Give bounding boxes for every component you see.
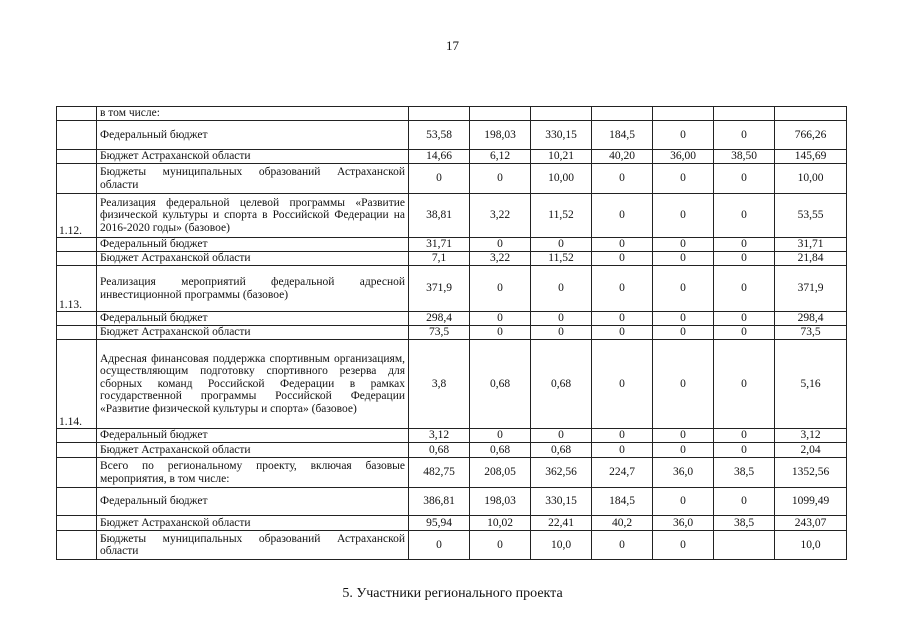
value-cell: 298,4: [409, 312, 470, 326]
value-cell: 198,03: [470, 121, 531, 150]
table-row: [57, 266, 847, 312]
table-row: [57, 443, 847, 458]
value-cell: 0: [409, 531, 470, 560]
total-value-cell: [775, 107, 847, 121]
value-cell: 40,20: [592, 150, 653, 164]
row-name-cell: Федеральный бюджет: [97, 238, 409, 252]
row-name-cell: в том числе:: [97, 107, 409, 121]
row-number-cell: [57, 488, 97, 516]
value-cell: 0: [592, 429, 653, 443]
table-row: [57, 107, 847, 121]
value-cell: 184,5: [592, 488, 653, 516]
value-cell: 0: [592, 340, 653, 429]
row-number-cell: 1.14.: [57, 340, 97, 429]
value-cell: 0: [531, 266, 592, 312]
value-cell: 0: [592, 312, 653, 326]
table-row: [57, 516, 847, 531]
value-cell: 0: [531, 238, 592, 252]
value-cell: 10,02: [470, 516, 531, 531]
value-cell: 208,05: [470, 458, 531, 488]
budget-table-body: [57, 107, 847, 560]
value-cell: 7,1: [409, 252, 470, 266]
total-value-cell: 10,00: [775, 164, 847, 194]
row-number-cell: [57, 326, 97, 340]
table-row: [57, 326, 847, 340]
row-number-cell: [57, 121, 97, 150]
value-cell: 36,00: [653, 150, 714, 164]
row-name-cell: Бюджет Астраханской области: [97, 443, 409, 458]
total-value-cell: 1352,56: [775, 458, 847, 488]
value-cell: 6,12: [470, 150, 531, 164]
value-cell: 0: [714, 238, 775, 252]
value-cell: 3,22: [470, 194, 531, 238]
value-cell: 0,68: [470, 443, 531, 458]
value-cell: 0: [653, 164, 714, 194]
value-cell: 11,52: [531, 252, 592, 266]
row-name-cell: Федеральный бюджет: [97, 312, 409, 326]
total-value-cell: 2,04: [775, 443, 847, 458]
value-cell: 0: [531, 312, 592, 326]
value-cell: 224,7: [592, 458, 653, 488]
value-cell: 198,03: [470, 488, 531, 516]
value-cell: 0: [653, 238, 714, 252]
value-cell: 0: [592, 252, 653, 266]
value-cell: 22,41: [531, 516, 592, 531]
total-value-cell: 3,12: [775, 429, 847, 443]
value-cell: 362,56: [531, 458, 592, 488]
value-cell: [714, 107, 775, 121]
value-cell: [592, 107, 653, 121]
value-cell: 0: [714, 194, 775, 238]
value-cell: 0: [653, 266, 714, 312]
value-cell: 0: [653, 252, 714, 266]
value-cell: 10,0: [531, 531, 592, 560]
value-cell: 0: [470, 238, 531, 252]
value-cell: 0: [592, 531, 653, 560]
value-cell: 371,9: [409, 266, 470, 312]
row-name-cell: Реализация федеральной целевой программы «Развитие физической культуры и спорта в Российской Федерации на 2016-2020 годы» (базовое): [97, 194, 409, 238]
value-cell: [653, 107, 714, 121]
value-cell: 0: [714, 488, 775, 516]
value-cell: 0: [714, 312, 775, 326]
row-name-cell: Федеральный бюджет: [97, 121, 409, 150]
value-cell: 0: [592, 443, 653, 458]
value-cell: 3,12: [409, 429, 470, 443]
value-cell: 0: [592, 164, 653, 194]
value-cell: 0: [653, 340, 714, 429]
table-row: [57, 252, 847, 266]
value-cell: 3,22: [470, 252, 531, 266]
row-number-cell: [57, 458, 97, 488]
row-name-cell: Всего по региональному проекту, включая базовые мероприятия, в том числе:: [97, 458, 409, 488]
value-cell: 386,81: [409, 488, 470, 516]
value-cell: 36,0: [653, 458, 714, 488]
value-cell: 11,52: [531, 194, 592, 238]
value-cell: 38,81: [409, 194, 470, 238]
table-row: [57, 194, 847, 238]
table-row: [57, 429, 847, 443]
table-row: [57, 340, 847, 429]
row-number-cell: [57, 238, 97, 252]
value-cell: 0: [470, 326, 531, 340]
value-cell: [714, 531, 775, 560]
row-number-cell: [57, 252, 97, 266]
table-row: [57, 312, 847, 326]
value-cell: 10,21: [531, 150, 592, 164]
total-value-cell: 21,84: [775, 252, 847, 266]
value-cell: 38,5: [714, 516, 775, 531]
value-cell: 40,2: [592, 516, 653, 531]
value-cell: 0: [714, 326, 775, 340]
total-value-cell: 766,26: [775, 121, 847, 150]
value-cell: 0: [470, 266, 531, 312]
budget-table: [56, 106, 847, 560]
value-cell: [470, 107, 531, 121]
section-heading: 5. Участники регионального проекта: [342, 586, 563, 601]
total-value-cell: 31,71: [775, 238, 847, 252]
row-name-cell: Бюджет Астраханской области: [97, 252, 409, 266]
value-cell: [531, 107, 592, 121]
value-cell: [409, 107, 470, 121]
row-number-cell: [57, 107, 97, 121]
value-cell: 0: [653, 488, 714, 516]
total-value-cell: 243,07: [775, 516, 847, 531]
row-number-cell: [57, 164, 97, 194]
value-cell: 0: [531, 326, 592, 340]
table-row: [57, 531, 847, 560]
value-cell: 0,68: [409, 443, 470, 458]
value-cell: 38,50: [714, 150, 775, 164]
row-name-cell: Адресная финансовая поддержка спортивным организациям, осуществляющим подготовку спортивного резерва для сборных команд Российской Федерации в рамках государственной программы Российской Федерации «Развитие физической культуры и спорта» (базовое): [97, 340, 409, 429]
row-name-cell: Федеральный бюджет: [97, 488, 409, 516]
total-value-cell: 10,0: [775, 531, 847, 560]
row-name-cell: Бюджеты муниципальных образований Астраханской области: [97, 164, 409, 194]
value-cell: 0: [653, 194, 714, 238]
value-cell: 330,15: [531, 488, 592, 516]
row-number-cell: [57, 516, 97, 531]
total-value-cell: 371,9: [775, 266, 847, 312]
value-cell: 0: [592, 266, 653, 312]
value-cell: 0: [714, 252, 775, 266]
row-name-cell: Бюджет Астраханской области: [97, 516, 409, 531]
table-row: [57, 458, 847, 488]
row-number-cell: [57, 443, 97, 458]
value-cell: 0: [714, 429, 775, 443]
value-cell: 0,68: [531, 340, 592, 429]
row-number-cell: 1.12.: [57, 194, 97, 238]
value-cell: 0,68: [531, 443, 592, 458]
value-cell: 184,5: [592, 121, 653, 150]
value-cell: 0,68: [470, 340, 531, 429]
value-cell: 53,58: [409, 121, 470, 150]
row-number-cell: [57, 150, 97, 164]
value-cell: 0: [714, 443, 775, 458]
table-row: [57, 488, 847, 516]
value-cell: 0: [653, 312, 714, 326]
value-cell: 0: [714, 121, 775, 150]
value-cell: 0: [592, 326, 653, 340]
value-cell: 0: [653, 429, 714, 443]
value-cell: 36,0: [653, 516, 714, 531]
value-cell: 0: [714, 340, 775, 429]
value-cell: 0: [470, 531, 531, 560]
value-cell: 0: [653, 326, 714, 340]
value-cell: 0: [714, 164, 775, 194]
value-cell: 0: [653, 121, 714, 150]
row-name-cell: Бюджет Астраханской области: [97, 150, 409, 164]
value-cell: 0: [592, 194, 653, 238]
value-cell: 73,5: [409, 326, 470, 340]
value-cell: 31,71: [409, 238, 470, 252]
value-cell: 0: [592, 238, 653, 252]
row-name-cell: Федеральный бюджет: [97, 429, 409, 443]
table-row: [57, 150, 847, 164]
value-cell: 0: [714, 266, 775, 312]
table-row: [57, 121, 847, 150]
row-number-cell: [57, 531, 97, 560]
value-cell: 0: [470, 312, 531, 326]
row-number-cell: [57, 312, 97, 326]
total-value-cell: 5,16: [775, 340, 847, 429]
page-number: 17: [446, 38, 459, 53]
row-name-cell: Реализация мероприятий федеральной адресной инвестиционной программы (базовое): [97, 266, 409, 312]
row-number-cell: [57, 429, 97, 443]
value-cell: 95,94: [409, 516, 470, 531]
value-cell: 0: [531, 429, 592, 443]
row-number-cell: 1.13.: [57, 266, 97, 312]
value-cell: 0: [653, 443, 714, 458]
value-cell: 0: [470, 164, 531, 194]
table-row: [57, 164, 847, 194]
value-cell: 10,00: [531, 164, 592, 194]
row-name-cell: Бюджет Астраханской области: [97, 326, 409, 340]
value-cell: 330,15: [531, 121, 592, 150]
value-cell: 0: [653, 531, 714, 560]
row-name-cell: Бюджеты муниципальных образований Астраханской области: [97, 531, 409, 560]
value-cell: 38,5: [714, 458, 775, 488]
total-value-cell: 1099,49: [775, 488, 847, 516]
value-cell: 3,8: [409, 340, 470, 429]
value-cell: 482,75: [409, 458, 470, 488]
total-value-cell: 73,5: [775, 326, 847, 340]
value-cell: 0: [470, 429, 531, 443]
value-cell: 0: [409, 164, 470, 194]
table-row: [57, 238, 847, 252]
total-value-cell: 53,55: [775, 194, 847, 238]
total-value-cell: 145,69: [775, 150, 847, 164]
value-cell: 14,66: [409, 150, 470, 164]
total-value-cell: 298,4: [775, 312, 847, 326]
